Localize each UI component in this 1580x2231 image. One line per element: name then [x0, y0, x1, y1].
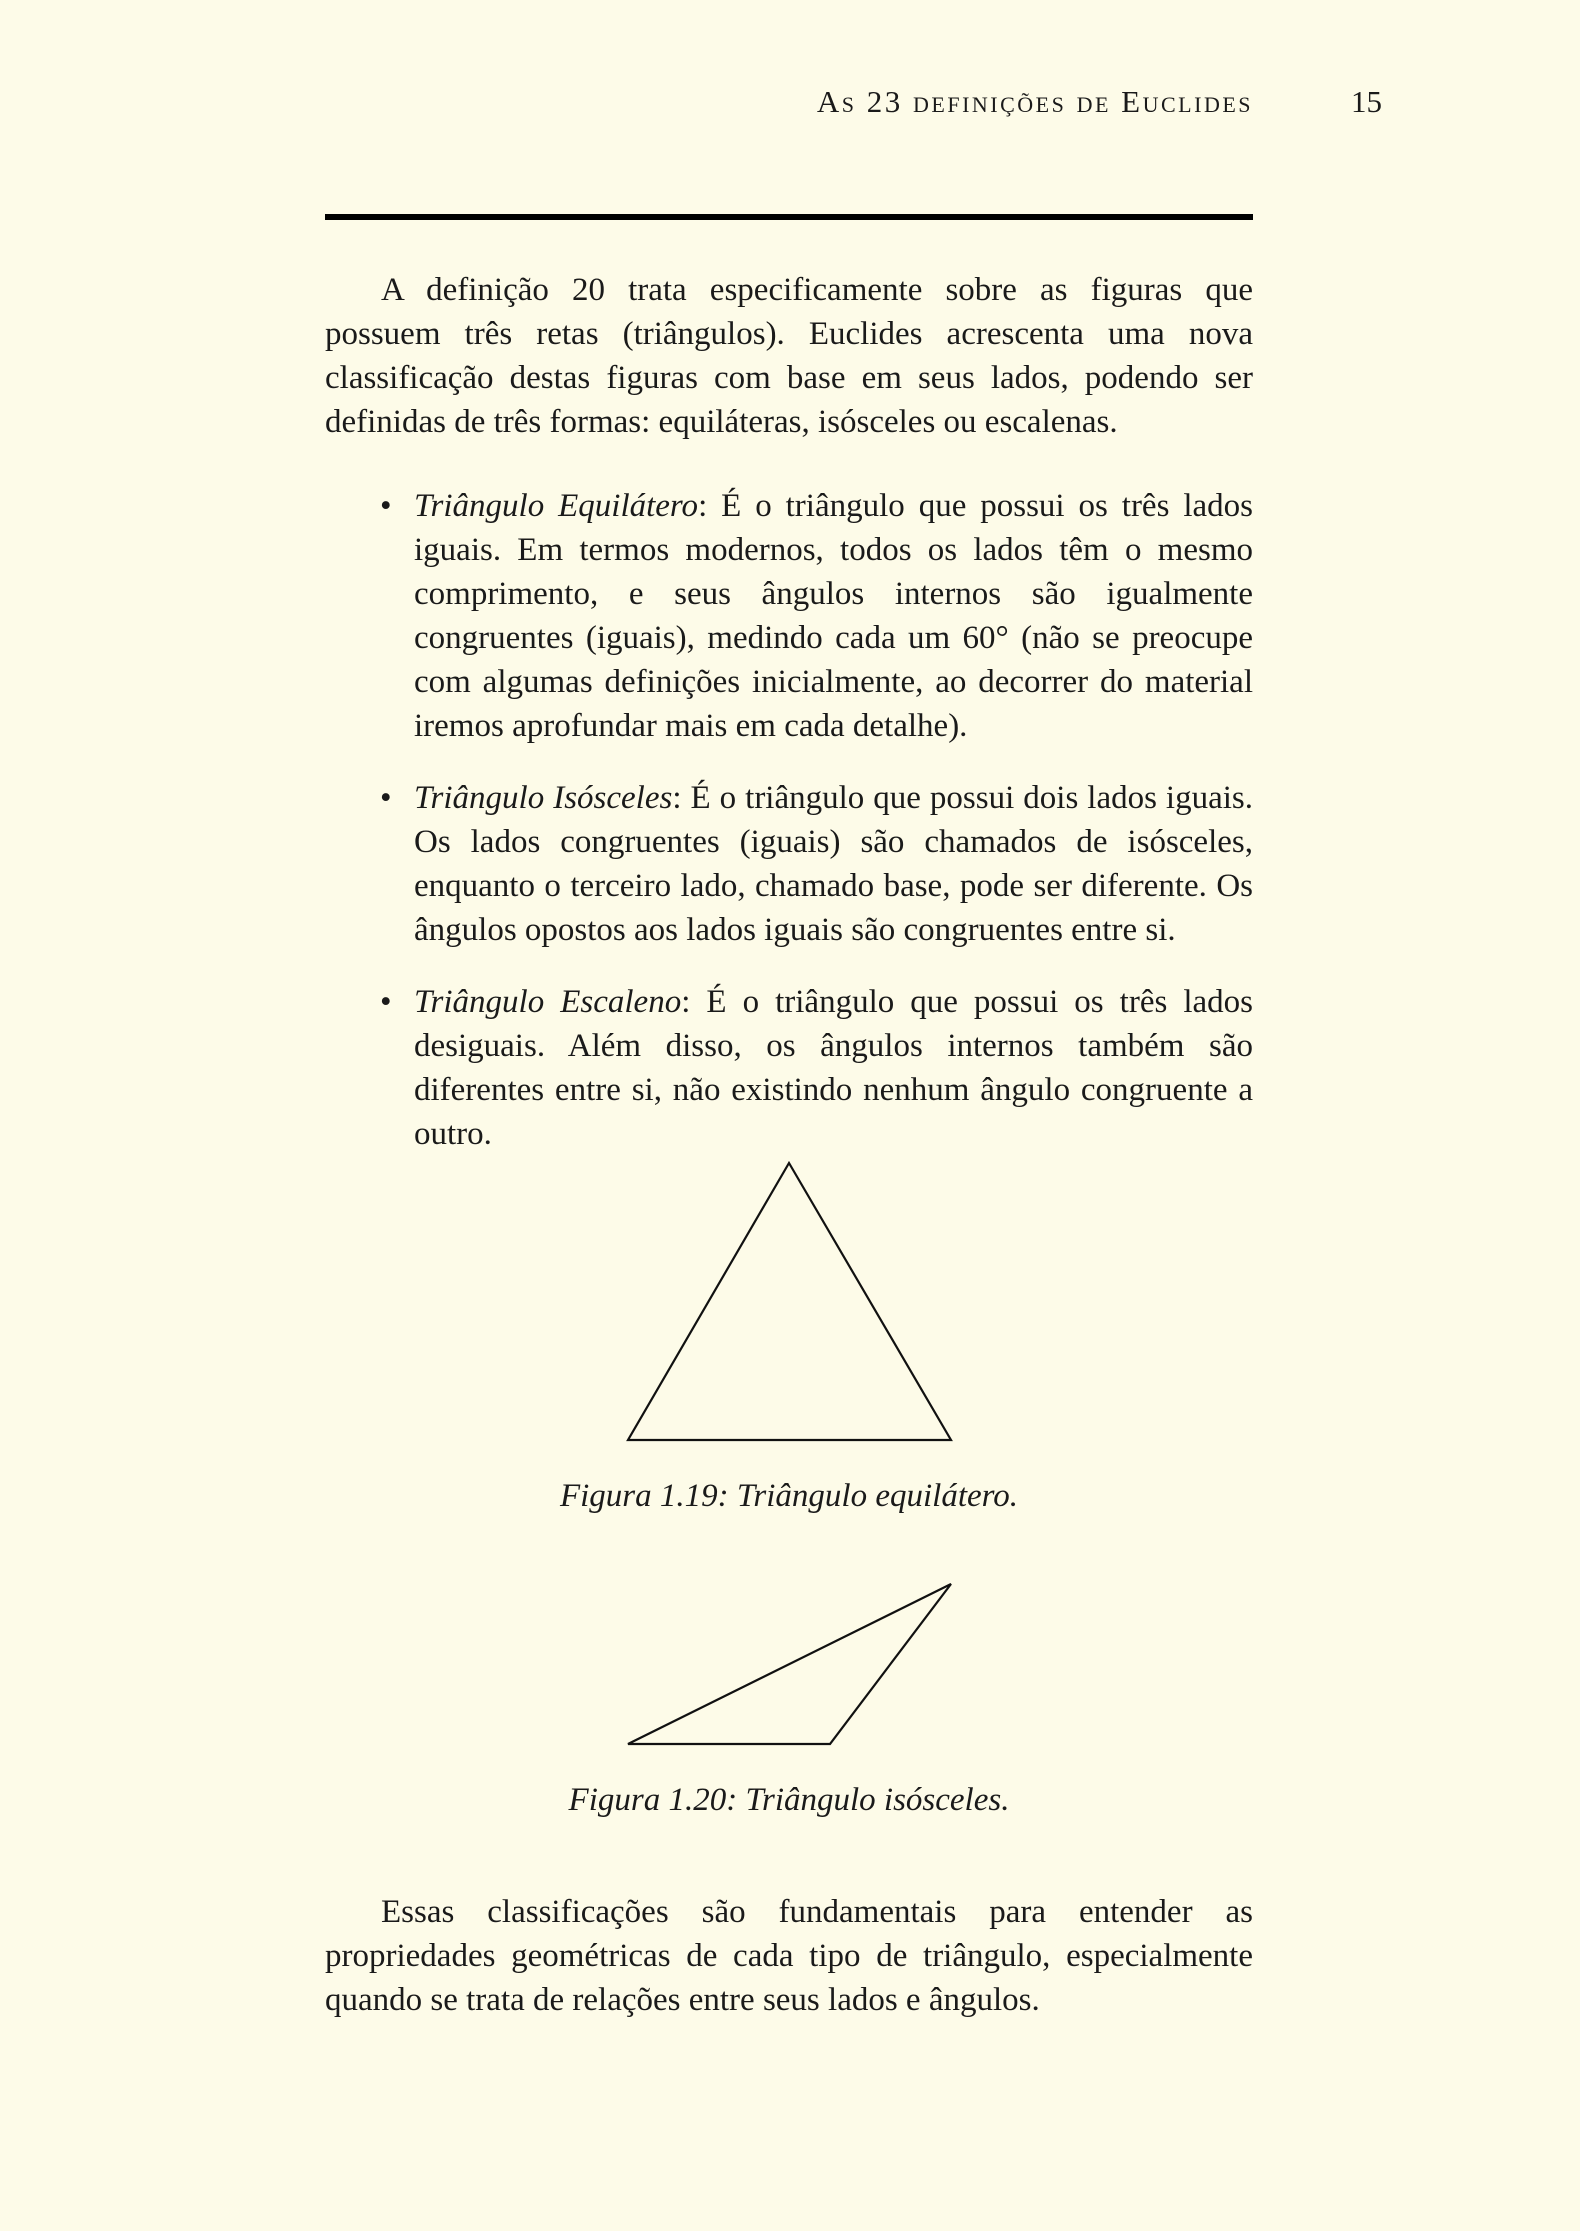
isosceles-triangle-drawing: [560, 1572, 1020, 1752]
figure-caption-1-19: Figura 1.19: Triângulo equilátero.: [559, 1478, 1019, 1514]
closing-paragraph: Essas classificações são fundamentais para entender as propriedades geométricas de cada tipo de triângulo, especialmente quando se trata de relações entre seus lados e ângulos.: [325, 1894, 1253, 2018]
list-item: [380, 980, 1253, 1156]
header-rule: [325, 214, 1253, 220]
running-header-title: As 23 definições de Euclides: [816, 84, 1253, 119]
equilateral-triangle-figure: [560, 1152, 1020, 1447]
definition-scalene: : É o triângulo que possui os três lados desiguais. Além disso, os ângulos internos também são diferentes entre si, não existindo nenhum ângulo congruente a outro.: [414, 984, 1253, 1152]
isosceles-triangle-figure: [560, 1572, 1020, 1752]
bullet-icon: •: [380, 488, 392, 524]
equilateral-triangle-drawing: [560, 1152, 1020, 1447]
term-scalene: Triângulo Escaleno: [414, 984, 682, 1020]
triangle-types-list: [380, 484, 1254, 1184]
definition-equilateral: : É o triângulo que possui os três lados iguais. Em termos modernos, todos os lados têm o mesmo comprimento, e seus ângulos internos são igualmente congruentes (iguais), medindo cada um 60° (não se preocupe com algumas definições inicialmente, ao decorrer do material iremos aprofundar mais em cada detalhe).: [414, 488, 1253, 744]
list-item: [380, 776, 1254, 952]
intro-paragraph: A definição 20 trata especificamente sobre as figuras que possuem três retas (triângulos). Euclides acrescenta uma nova classificação destas figuras com base em seus lados, podendo ser definidas de três formas: equiláteras, isósceles ou escalenas.: [325, 272, 1253, 440]
page-number: 15: [1351, 84, 1382, 119]
definition-isosceles: : É o triângulo que possui dois lados iguais. Os lados congruentes (iguais) são chamados de isósceles, enquanto o terceiro lado, chamado base, pode ser diferente. Os ângulos opostos aos lados iguais são congruentes entre si.: [414, 780, 1254, 948]
term-isosceles: Triângulo Isósceles: [414, 780, 673, 816]
bullet-icon: •: [380, 780, 392, 816]
term-equilateral: Triângulo Equilátero: [414, 488, 699, 524]
list-item: [380, 484, 1253, 748]
figure-caption-1-20: Figura 1.20: Triângulo isósceles.: [568, 1782, 1010, 1818]
bullet-icon: •: [380, 984, 392, 1020]
